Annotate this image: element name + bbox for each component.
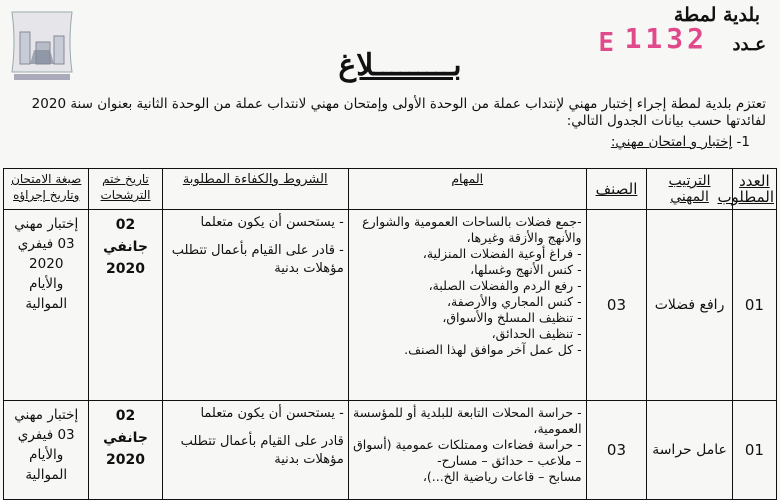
deadline-year: 2020 — [106, 452, 145, 468]
deadline-day: 02 جانفي — [103, 217, 148, 255]
exam-year: 2020 — [29, 256, 64, 272]
condition-item: - يستحسن أن يكون متعلما — [200, 406, 344, 421]
exam-following: والأيام الموالية — [25, 447, 68, 483]
condition-item: قادر على القيام بأعمال تتطلب مؤهلات بدنية — [180, 434, 344, 467]
deadline-year: 2020 — [106, 261, 145, 277]
exam-date: 03 فيفري — [17, 427, 75, 443]
row-count: 01 — [732, 210, 776, 401]
row-tasks — [348, 210, 586, 401]
exam-type: إختبار مهني — [14, 216, 79, 232]
table-row — [4, 210, 777, 401]
header-count: العدد المطلوب — [732, 169, 776, 210]
reference-number — [536, 22, 766, 56]
row-deadline — [89, 401, 162, 500]
row-exam — [4, 210, 89, 401]
task-item: - كنس المجاري والأرصفة، — [446, 294, 582, 309]
row-deadline — [89, 210, 162, 401]
row-class: 03 — [586, 401, 647, 500]
task-item: -جمع فضلات بالساحات العمومية والشوارع والأنهج والأزقة وغيرها، — [362, 214, 582, 245]
exam-following: والأيام الموالية — [25, 276, 68, 312]
section-title: إختبار و امتحان مهني: — [610, 134, 733, 150]
header-deadline: تاريخ ختم الترشحات — [89, 169, 162, 210]
task-item: - فراغ أوعية الفضلات المنزلية، — [422, 246, 582, 261]
task-item: - رفع الردم والفضلات الصلبة، — [428, 278, 582, 293]
header-conditions: الشروط والكفاءة المطلوبة — [162, 169, 348, 210]
number-label: عـدد — [732, 34, 766, 55]
task-item: - حراسة فضاءات وممتلكات عمومية (أسواق – ملاعب – حدائق – مسارح- — [353, 437, 582, 468]
task-item: - حراسة المحلات التابعة للبلدية أو للمؤسسة العمومية، — [353, 405, 582, 436]
table-row — [4, 401, 777, 500]
task-item: - تنظيف الحدائق، — [491, 326, 582, 341]
row-rank: رافع فضلات — [647, 210, 732, 401]
deadline-day: 02 جانفي — [103, 408, 148, 446]
row-tasks — [348, 401, 586, 500]
exam-type: إختبار مهني — [14, 407, 79, 423]
page-title: بـــــــــلاغ — [338, 48, 462, 83]
header-class: الصنف — [586, 169, 647, 210]
row-rank: عامل حراسة — [647, 401, 732, 500]
reference-stamp: 1132 — [624, 22, 708, 55]
section-heading — [611, 134, 750, 150]
exam-date: 03 فيفري — [17, 236, 75, 252]
municipality-logo — [2, 2, 82, 86]
row-count: 01 — [732, 401, 776, 500]
positions-table — [3, 168, 777, 500]
condition-item: - قادر على القيام بأعمال تتطلب مؤهلات بدنية — [171, 243, 344, 276]
condition-item: - يستحسن أن يكون متعلما — [200, 215, 344, 230]
header-exam: صيغة الامتحان وتاريخ إجراؤه — [4, 169, 89, 210]
task-item: - كل عمل آخر موافق لهذا الصنف. — [404, 342, 582, 357]
municipality-name: بلدية لمطة — [673, 4, 760, 26]
row-exam — [4, 401, 89, 500]
header-tasks: المهام — [348, 169, 586, 210]
section-number: 1- — [736, 134, 750, 150]
row-conditions — [162, 401, 348, 500]
task-item: - تنظيف المسلخ والأسواق، — [442, 310, 582, 325]
task-item: - كنس الأنهج وغسلها، — [470, 262, 582, 277]
row-conditions — [162, 210, 348, 401]
task-item: مسابح – قاعات رياضية الخ...)، — [422, 469, 582, 484]
header-rank: الترتيب المهني — [647, 169, 732, 210]
reference-stamp-prefix: E — [598, 28, 614, 58]
row-class: 03 — [586, 210, 647, 401]
intro-paragraph: تعتزم بلدية لمطة إجراء إختبار مهني لإنتداب عملة من الوحدة الأولى وإمتحان مهني لانتداب عملة من الوحدة الثانية بعنوان سنة 2020 لفائدتها حسب بيانات الجدول التالي: — [31, 96, 766, 129]
